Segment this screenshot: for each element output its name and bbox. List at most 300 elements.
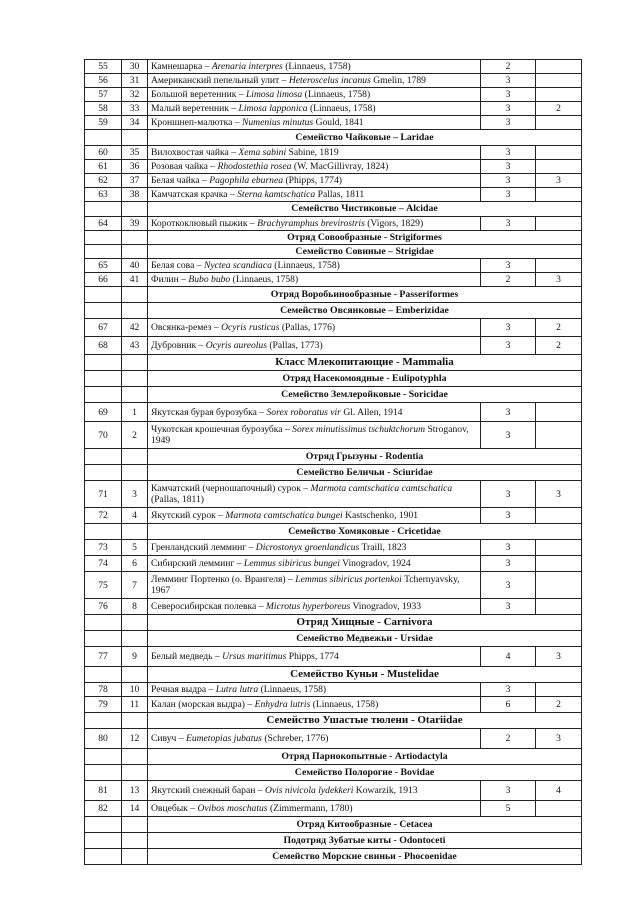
- species-name-cell: Североcибирская полевка – Microtus hyperboreus Vinogradov, 1933: [148, 599, 481, 615]
- species-name-cell: Короткоклювый пыжик – Brachyramphus brevirostris (Vigors, 1829): [148, 216, 481, 230]
- species-row: [85, 508, 582, 524]
- row-number: 79: [85, 697, 122, 713]
- category-value: 3: [481, 174, 536, 188]
- status-value: [536, 160, 582, 174]
- species-author: Vinogradov, 1933: [352, 601, 422, 613]
- taxon-heading: Семейство Морские свиньи - Phocoenidae: [148, 849, 582, 865]
- row-number: 66: [85, 273, 122, 287]
- species-name-cell: Сибирский лемминг – Lemmus sibiricus bungei Vinogradov, 1924: [148, 556, 481, 572]
- species-common-name: Сибирский лемминг: [151, 558, 235, 570]
- category-value: 3: [481, 481, 536, 508]
- species-latin-name: Sorex roboratus vir: [266, 406, 341, 418]
- taxon-heading-row: [85, 355, 582, 371]
- status-value: 4: [536, 781, 582, 801]
- category-value: 3: [481, 259, 536, 273]
- row-number: 71: [85, 481, 122, 508]
- species-latin-name: Lutra lutra: [215, 684, 259, 696]
- group-number: 5: [122, 540, 148, 556]
- blank-cell: [85, 667, 122, 683]
- species-latin-name: Nyctea scandiaca: [203, 260, 272, 272]
- species-latin-name: Dicrostonyx groenlandicus: [255, 542, 360, 554]
- row-number: 61: [85, 160, 122, 174]
- blank-cell: [85, 230, 122, 244]
- status-value: 2: [536, 102, 582, 116]
- species-name-cell: Белая сова – Nyctea scandiaca (Linnaeus, 1758): [148, 259, 481, 273]
- blank-cell: [85, 449, 122, 465]
- species-name-cell: Филин – Bubo bubo (Linnaeus, 1758): [148, 273, 481, 287]
- species-name-cell: Вилохвостая чайка – Xema sabini Sabine, 1819: [148, 146, 481, 160]
- row-number: 75: [85, 572, 122, 599]
- blank-cell: [122, 449, 148, 465]
- species-row: [85, 729, 582, 749]
- species-name-cell: Американский пепельный улит – Heteroscelus incanus Gmelin, 1789: [148, 74, 481, 88]
- status-value: [536, 216, 582, 230]
- category-value: 4: [481, 647, 536, 667]
- species-name-cell: Розовая чайка – Rhodostethia rosea (W. MacGillivray, 1824): [148, 160, 481, 174]
- species-name-cell: Чукотская крошечная бурозубка – Sorex minutissimus tschuktchorum Stroganov, 1949: [148, 422, 481, 449]
- category-value: 2: [481, 60, 536, 74]
- species-author: (Linnaeus, 1758): [232, 274, 299, 286]
- species-name-cell: Овцебык – Ovibos moschatus (Zimmermann, 1780): [148, 801, 481, 817]
- species-row: [85, 174, 582, 188]
- taxon-heading-row: [85, 202, 582, 216]
- species-latin-name: Lemmus sibiricus bungei: [243, 558, 340, 570]
- species-author: (Linnaeus, 1758): [285, 61, 351, 72]
- status-value: [536, 572, 582, 599]
- taxon-heading-row: [85, 833, 582, 849]
- species-row: [85, 647, 582, 667]
- row-number: 69: [85, 403, 122, 422]
- blank-cell: [122, 465, 148, 481]
- category-value: 3: [481, 781, 536, 801]
- status-value: 3: [536, 273, 582, 287]
- status-value: [536, 556, 582, 572]
- group-number: 37: [122, 174, 148, 188]
- status-value: 3: [536, 729, 582, 749]
- species-common-name: Дубровник: [151, 340, 197, 352]
- taxon-heading: Семейство Куньи - Mustelidae: [148, 667, 582, 683]
- species-latin-name: Ovibos moschatus: [197, 803, 268, 815]
- species-latin-name: Pagophila eburnea: [209, 175, 284, 187]
- taxon-heading: Семейство Землеройковые - Soricidae: [148, 387, 582, 403]
- blank-cell: [85, 202, 122, 216]
- blank-cell: [85, 849, 122, 865]
- taxon-heading: Подотряд Зубатые киты - Odontoceti: [148, 833, 582, 849]
- species-row: [85, 74, 582, 88]
- blank-cell: [122, 713, 148, 729]
- species-latin-name: Arenaria interpres: [211, 61, 283, 72]
- species-row: [85, 697, 582, 713]
- category-value: 3: [481, 146, 536, 160]
- species-table: [84, 59, 582, 865]
- species-common-name: Малый веретенник: [151, 103, 229, 115]
- row-number: 72: [85, 508, 122, 524]
- species-row: [85, 259, 582, 273]
- species-row: [85, 481, 582, 508]
- species-name-cell: Камнешарка – Arenaria interpres (Linnaeus, 1758): [148, 60, 481, 74]
- status-value: 3: [536, 481, 582, 508]
- species-row: [85, 188, 582, 202]
- taxon-heading: Отряд Парнокопытные - Artiodactyla: [148, 749, 582, 765]
- blank-cell: [85, 303, 122, 319]
- species-name-cell: Белая чайка – Pagophila eburnea (Phipps, 1774): [148, 174, 481, 188]
- blank-cell: [122, 130, 148, 146]
- blank-cell: [122, 765, 148, 781]
- species-common-name: Розовая чайка: [151, 161, 208, 173]
- species-row: [85, 102, 582, 116]
- row-number: 82: [85, 801, 122, 817]
- species-row: [85, 116, 582, 130]
- status-value: [536, 540, 582, 556]
- row-number: 76: [85, 599, 122, 615]
- group-number: 2: [122, 422, 148, 449]
- species-name-cell: Якутский снежный баран – Ovis nivicola lydekkeri Kowarzik, 1913: [148, 781, 481, 801]
- blank-cell: [122, 833, 148, 849]
- row-number: 74: [85, 556, 122, 572]
- group-number: 6: [122, 556, 148, 572]
- species-common-name: Белая сова: [151, 260, 195, 272]
- category-value: 3: [481, 508, 536, 524]
- group-number: 1: [122, 403, 148, 422]
- species-latin-name: Sterna kamtschatica: [237, 189, 316, 201]
- status-value: [536, 88, 582, 102]
- species-name-cell: Якутский сурок – Marmota camtschatica bungei Kastschenko, 1901: [148, 508, 481, 524]
- taxon-heading: Отряд Насекомоядные - Eulipotyphla: [148, 371, 582, 387]
- row-number: 55: [85, 60, 122, 74]
- species-common-name: Речная выдра: [151, 684, 207, 696]
- taxon-heading-row: [85, 817, 582, 833]
- species-latin-name: Numenius minutus: [241, 117, 314, 129]
- category-value: 3: [481, 188, 536, 202]
- blank-cell: [85, 371, 122, 387]
- blank-cell: [85, 355, 122, 371]
- species-author: Gmelin, 1789: [373, 75, 426, 87]
- species-author: Gould, 1841: [315, 117, 364, 129]
- taxon-heading-row: [85, 524, 582, 540]
- category-value: 3: [481, 102, 536, 116]
- blank-cell: [122, 355, 148, 371]
- taxon-heading: Семейство Чайковые – Laridae: [148, 130, 582, 146]
- row-number: 67: [85, 319, 122, 337]
- taxon-heading-row: [85, 765, 582, 781]
- taxon-heading-row: [85, 615, 582, 631]
- species-common-name: Якутский снежный баран: [151, 785, 256, 797]
- species-latin-name: Enhydra lutris: [254, 699, 311, 711]
- species-row: [85, 60, 582, 74]
- species-row: [85, 403, 582, 422]
- taxon-heading: Семейство Овсянковые – Emberizidae: [148, 303, 582, 319]
- row-number: 59: [85, 116, 122, 130]
- blank-cell: [85, 524, 122, 540]
- taxon-heading: Семейство Совиные – Strigidae: [148, 244, 582, 258]
- taxon-heading: Семейство Чистиковые – Alcidae: [148, 202, 582, 216]
- category-value: 3: [481, 556, 536, 572]
- blank-cell: [85, 749, 122, 765]
- group-number: 40: [122, 259, 148, 273]
- species-author: (Linnaeus, 1758): [309, 103, 376, 115]
- status-value: 2: [536, 697, 582, 713]
- status-value: [536, 60, 582, 74]
- species-author: (Linnaeus, 1758): [304, 89, 371, 101]
- species-author: (Vigors, 1829): [367, 217, 424, 229]
- species-author: (Linnaeus, 1758): [274, 260, 340, 272]
- category-value: 3: [481, 540, 536, 556]
- status-value: [536, 74, 582, 88]
- group-number: 31: [122, 74, 148, 88]
- row-number: 70: [85, 422, 122, 449]
- species-name-cell: Белый медведь – Ursus maritimus Phipps, 1774: [148, 647, 481, 667]
- row-number: 56: [85, 74, 122, 88]
- species-row: [85, 599, 582, 615]
- taxon-heading-row: [85, 465, 582, 481]
- species-latin-name: Ocyris aureolus: [205, 340, 267, 352]
- blank-cell: [85, 465, 122, 481]
- species-common-name: Североcибирская полевка: [151, 601, 257, 613]
- species-common-name: Сивуч: [151, 733, 177, 745]
- taxon-heading-row: [85, 387, 582, 403]
- group-number: 38: [122, 188, 148, 202]
- species-latin-name: Heteroscelus incanus: [288, 75, 371, 87]
- blank-cell: [85, 387, 122, 403]
- group-number: 8: [122, 599, 148, 615]
- category-value: 2: [481, 273, 536, 287]
- row-number: 73: [85, 540, 122, 556]
- taxon-heading-row: [85, 303, 582, 319]
- species-row: [85, 160, 582, 174]
- taxon-heading: Отряд Хищные - Carnivora: [148, 615, 582, 631]
- group-number: 43: [122, 337, 148, 355]
- blank-cell: [122, 667, 148, 683]
- category-value: 3: [481, 572, 536, 599]
- group-number: 12: [122, 729, 148, 749]
- species-author: Stroganov, 1949: [151, 424, 469, 447]
- group-number: 39: [122, 216, 148, 230]
- taxon-heading: Отряд Совообразные - Strigiformes: [148, 230, 582, 244]
- blank-cell: [122, 524, 148, 540]
- taxon-heading: Семейство Медвежьи - Ursidae: [148, 631, 582, 647]
- species-common-name: Якутская бурая бурозубка: [151, 406, 257, 418]
- category-value: 3: [481, 216, 536, 230]
- species-row: [85, 683, 582, 697]
- species-author: (W. MacGillivray, 1824): [293, 161, 389, 173]
- group-number: 36: [122, 160, 148, 174]
- species-author: Kowarzik, 1913: [355, 785, 418, 797]
- species-latin-name: Microtus hyperboreus: [265, 601, 351, 613]
- taxon-heading-row: [85, 713, 582, 729]
- status-value: 3: [536, 174, 582, 188]
- blank-cell: [85, 287, 122, 303]
- taxon-heading: Семейство Полорогие - Bovidae: [148, 765, 582, 781]
- blank-cell: [122, 849, 148, 865]
- species-common-name: Большой веретенник: [151, 89, 237, 101]
- category-value: 3: [481, 403, 536, 422]
- species-name-cell: Кроншнеп-малютка – Numenius minutus Gould, 1841: [148, 116, 481, 130]
- species-common-name: Короткоклювый пыжик: [151, 217, 248, 229]
- species-name-cell: Камчатский (черношапочный) сурок – Marmota camtschatica camtschatica (Pallas, 1811): [148, 481, 481, 508]
- blank-cell: [85, 130, 122, 146]
- species-name-cell: Речная выдра – Lutra lutra (Linnaeus, 1758): [148, 683, 481, 697]
- group-number: 42: [122, 319, 148, 337]
- taxon-heading: Семейство Ушастые тюлени - Otariidae: [148, 713, 582, 729]
- species-common-name: Кроншнеп-малютка: [151, 117, 233, 129]
- blank-cell: [122, 615, 148, 631]
- blank-cell: [122, 817, 148, 833]
- group-number: 33: [122, 102, 148, 116]
- category-value: 3: [481, 160, 536, 174]
- category-value: 3: [481, 319, 536, 337]
- species-author: (Phipps, 1774): [285, 175, 342, 187]
- blank-cell: [122, 749, 148, 765]
- species-common-name: Гренландский лемминг: [151, 542, 247, 554]
- taxon-heading-row: [85, 244, 582, 258]
- taxon-heading: Отряд Воробьинообразные - Passeriformes: [148, 287, 582, 303]
- group-number: 9: [122, 647, 148, 667]
- species-latin-name: Limosa limosa: [245, 89, 303, 101]
- status-value: 2: [536, 337, 582, 355]
- species-latin-name: Ursus maritimus: [222, 651, 287, 663]
- species-common-name: Белый медведь: [151, 651, 213, 663]
- taxon-heading: Класс Млекопитающие - Mammalia: [148, 355, 582, 371]
- blank-cell: [122, 287, 148, 303]
- group-number: 3: [122, 481, 148, 508]
- taxon-heading-row: [85, 371, 582, 387]
- status-value: 2: [536, 319, 582, 337]
- species-common-name: Якутский сурок: [151, 510, 216, 522]
- row-number: 62: [85, 174, 122, 188]
- species-row: [85, 572, 582, 599]
- row-number: 78: [85, 683, 122, 697]
- species-row: [85, 216, 582, 230]
- blank-cell: [122, 631, 148, 647]
- row-number: 77: [85, 647, 122, 667]
- taxon-heading: Семейство Беличьи - Sciuridae: [148, 465, 582, 481]
- category-value: 5: [481, 801, 536, 817]
- taxon-heading: Отряд Грызуны - Rodentia: [148, 449, 582, 465]
- blank-cell: [85, 833, 122, 849]
- taxon-heading-row: [85, 849, 582, 865]
- group-number: 32: [122, 88, 148, 102]
- species-row: [85, 273, 582, 287]
- species-author: Vinogradov, 1924: [342, 558, 411, 570]
- row-number: 58: [85, 102, 122, 116]
- species-row: [85, 88, 582, 102]
- species-row: [85, 556, 582, 572]
- species-name-cell: Малый веретенник – Limosa lapponica (Linnaeus, 1758): [148, 102, 481, 116]
- species-latin-name: Marmota camtschatica bungei: [225, 510, 343, 522]
- species-row: [85, 781, 582, 801]
- species-author: (Pallas, 1776): [281, 322, 336, 334]
- species-name-cell: Лемминг Портенко (о. Врангеля) – Lemmus sibiricus portenkoi Tchernyavsky, 1967: [148, 572, 481, 599]
- category-value: 3: [481, 599, 536, 615]
- taxon-heading-row: [85, 230, 582, 244]
- species-common-name: Лемминг Портенко (о. Врангеля): [151, 574, 286, 586]
- group-number: 11: [122, 697, 148, 713]
- group-number: 35: [122, 146, 148, 160]
- species-name-cell: Камчатская крачка – Sterna kamtschatica Pallas, 1811: [148, 188, 481, 202]
- taxon-heading-row: [85, 130, 582, 146]
- category-value: 3: [481, 74, 536, 88]
- group-number: 10: [122, 683, 148, 697]
- species-author: Phipps, 1774: [288, 651, 339, 663]
- group-number: 34: [122, 116, 148, 130]
- taxon-heading-row: [85, 287, 582, 303]
- species-name-cell: Дубровник – Ocyris aureolus (Pallas, 1773): [148, 337, 481, 355]
- species-common-name: Камчатская крачка: [151, 189, 228, 201]
- species-name-cell: Калан (морская выдра) – Enhydra lutris (Linnaeus, 1758): [148, 697, 481, 713]
- category-value: 3: [481, 337, 536, 355]
- group-number: 14: [122, 801, 148, 817]
- category-value: 3: [481, 116, 536, 130]
- species-author: (Pallas, 1811): [151, 494, 204, 506]
- species-name-cell: Якутская бурая бурозубка – Sorex roboratus vir Gl. Allen, 1914: [148, 403, 481, 422]
- species-common-name: Вилохвостая чайка: [151, 147, 229, 159]
- species-latin-name: Sorex minutissimus tschuktchorum: [292, 424, 426, 436]
- row-number: 81: [85, 781, 122, 801]
- species-common-name: Калан (морская выдра): [151, 699, 246, 711]
- blank-cell: [122, 202, 148, 216]
- group-number: 7: [122, 572, 148, 599]
- row-number: 68: [85, 337, 122, 355]
- status-value: [536, 422, 582, 449]
- species-latin-name: Rhodostethia rosea: [217, 161, 292, 173]
- blank-cell: [85, 817, 122, 833]
- category-value: 3: [481, 422, 536, 449]
- species-latin-name: Marmota camtschatica camtschatica: [310, 483, 453, 495]
- species-name-cell: Сивуч – Eumetopias jubatus (Schreber, 1776): [148, 729, 481, 749]
- group-number: 41: [122, 273, 148, 287]
- species-name-cell: Овсянка-ремез – Ocyris rusticus (Pallas, 1776): [148, 319, 481, 337]
- species-latin-name: Brachyramphus brevirostris: [257, 217, 365, 229]
- taxon-heading-row: [85, 449, 582, 465]
- species-author: (Pallas, 1773): [269, 340, 323, 352]
- species-latin-name: Limosa lapponica: [238, 103, 308, 115]
- species-common-name: Камнешарка: [151, 61, 203, 72]
- species-row: [85, 422, 582, 449]
- row-number: 80: [85, 729, 122, 749]
- status-value: [536, 116, 582, 130]
- group-number: 4: [122, 508, 148, 524]
- blank-cell: [85, 765, 122, 781]
- species-latin-name: Lemmus sibiricus portenkoi: [295, 574, 402, 586]
- status-value: [536, 188, 582, 202]
- species-name-cell: Гренландский лемминг – Dicrostonyx groenlandicus Traill, 1823: [148, 540, 481, 556]
- group-number: 30: [122, 60, 148, 74]
- category-value: 2: [481, 729, 536, 749]
- taxon-heading-row: [85, 631, 582, 647]
- taxon-heading: Отряд Китообразные - Cetacea: [148, 817, 582, 833]
- blank-cell: [85, 631, 122, 647]
- species-author: Sabine, 1819: [288, 147, 339, 159]
- species-common-name: Филин: [151, 274, 179, 286]
- species-author: (Schreber, 1776): [264, 733, 329, 745]
- blank-cell: [122, 371, 148, 387]
- species-author: Traill, 1823: [361, 542, 407, 554]
- taxon-heading-row: [85, 749, 582, 765]
- blank-cell: [122, 230, 148, 244]
- blank-cell: [85, 615, 122, 631]
- status-value: [536, 683, 582, 697]
- blank-cell: [85, 244, 122, 258]
- species-common-name: Американский пепельный улит: [151, 75, 280, 87]
- species-common-name: Овцебык: [151, 803, 188, 815]
- species-table-body: [85, 60, 582, 865]
- category-value: 3: [481, 683, 536, 697]
- species-common-name: Белая чайка: [151, 175, 200, 187]
- species-common-name: Чукотская крошечная бурозубка: [151, 424, 283, 436]
- species-author: Kastschenko, 1901: [345, 510, 419, 522]
- species-latin-name: Ovis nivicola lydekkeri: [264, 785, 354, 797]
- species-latin-name: Ocyris rusticus: [221, 322, 280, 334]
